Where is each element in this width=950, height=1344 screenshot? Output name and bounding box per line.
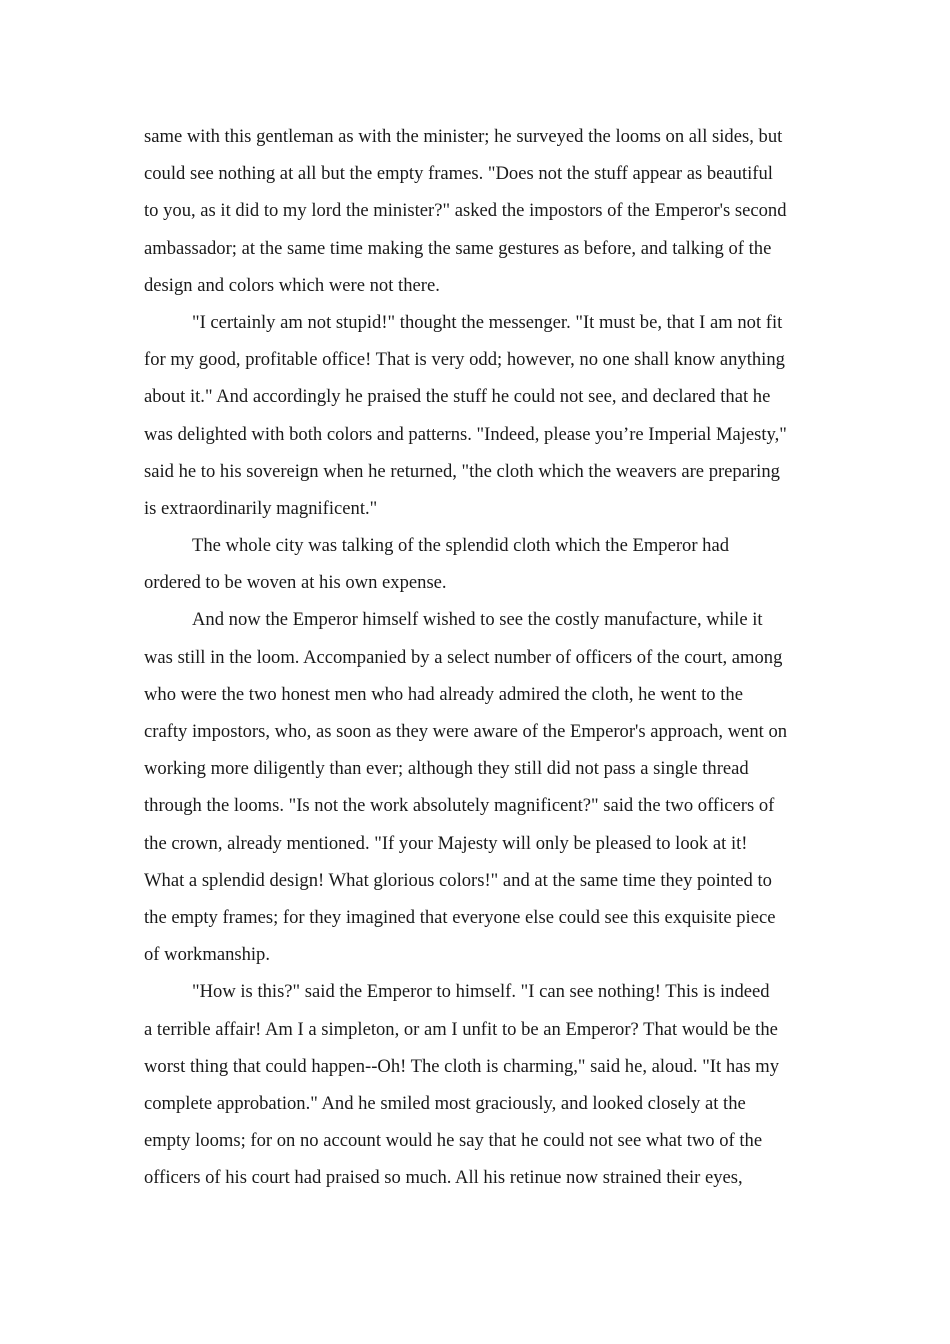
text-line: to you, as it did to my lord the minister?" asked the impostors of the Emperor's second [144, 200, 787, 222]
paragraph-first-line: The whole city was talking of the splendid cloth which the Emperor had [192, 535, 730, 557]
text-line: ambassador; at the same time making the same gestures as before, and talking of the [144, 237, 772, 259]
text-line: who were the two honest men who had already admired the cloth, he went to the [144, 683, 743, 705]
text-line: a terrible affair! Am I a simpleton, or am I unfit to be an Emperor? That would be the [144, 1018, 778, 1040]
text-line: said he to his sovereign when he returned, "the cloth which the weavers are preparing [144, 460, 780, 482]
text-line: of workmanship. [144, 944, 271, 966]
text-line: What a splendid design! What glorious colors!" and at the same time they pointed to [144, 869, 772, 891]
text-line: worst thing that could happen--Oh! The cloth is charming," said he, aloud. "It has my [144, 1055, 780, 1077]
paragraph-first-line: "I certainly am not stupid!" thought the messenger. "It must be, that I am not fit [192, 311, 783, 333]
body-text [144, 118, 808, 1196]
text-line: was delighted with both colors and patterns. "Indeed, please you’re Imperial Majesty," [144, 423, 787, 445]
text-line: design and colors which were not there. [144, 274, 440, 296]
text-line: is extraordinarily magnificent." [144, 497, 378, 519]
text-line: same with this gentleman as with the minister; he surveyed the looms on all sides, but [144, 126, 783, 147]
paragraph-first-line: "How is this?" said the Emperor to himself. "I can see nothing! This is indeed [192, 981, 770, 1003]
text-line: through the looms. "Is not the work absolutely magnificent?" said the two officers of [144, 795, 775, 817]
text-line: ordered to be woven at his own expense. [144, 572, 447, 594]
text-line: crafty impostors, who, as soon as they were aware of the Emperor's approach, went on [144, 721, 788, 742]
text-line: for my good, profitable office! That is very odd; however, no one shall know anything [144, 349, 785, 371]
paragraph-first-line: And now the Emperor himself wished to see the costly manufacture, while it [192, 609, 763, 631]
text-line: the crown, already mentioned. "If your Majesty will only be pleased to look at it! [144, 832, 748, 854]
text-line: officers of his court had praised so much. All his retinue now strained their eyes, [144, 1167, 743, 1189]
text-line: about it." And accordingly he praised the stuff he could not see, and declared that he [144, 386, 771, 408]
text-line: the empty frames; for they imagined that everyone else could see this exquisite piece [144, 906, 776, 928]
text-line: was still in the loom. Accompanied by a select number of officers of the court, among [144, 646, 783, 668]
text-line: empty looms; for on no account would he say that he could not see what two of the [144, 1130, 763, 1152]
text-line: complete approbation." And he smiled most graciously, and looked closely at the [144, 1092, 746, 1114]
text-line: working more diligently than ever; although they still did not pass a single thread [144, 758, 749, 780]
text-line: could see nothing at all but the empty frames. "Does not the stuff appear as beautiful [144, 163, 773, 185]
